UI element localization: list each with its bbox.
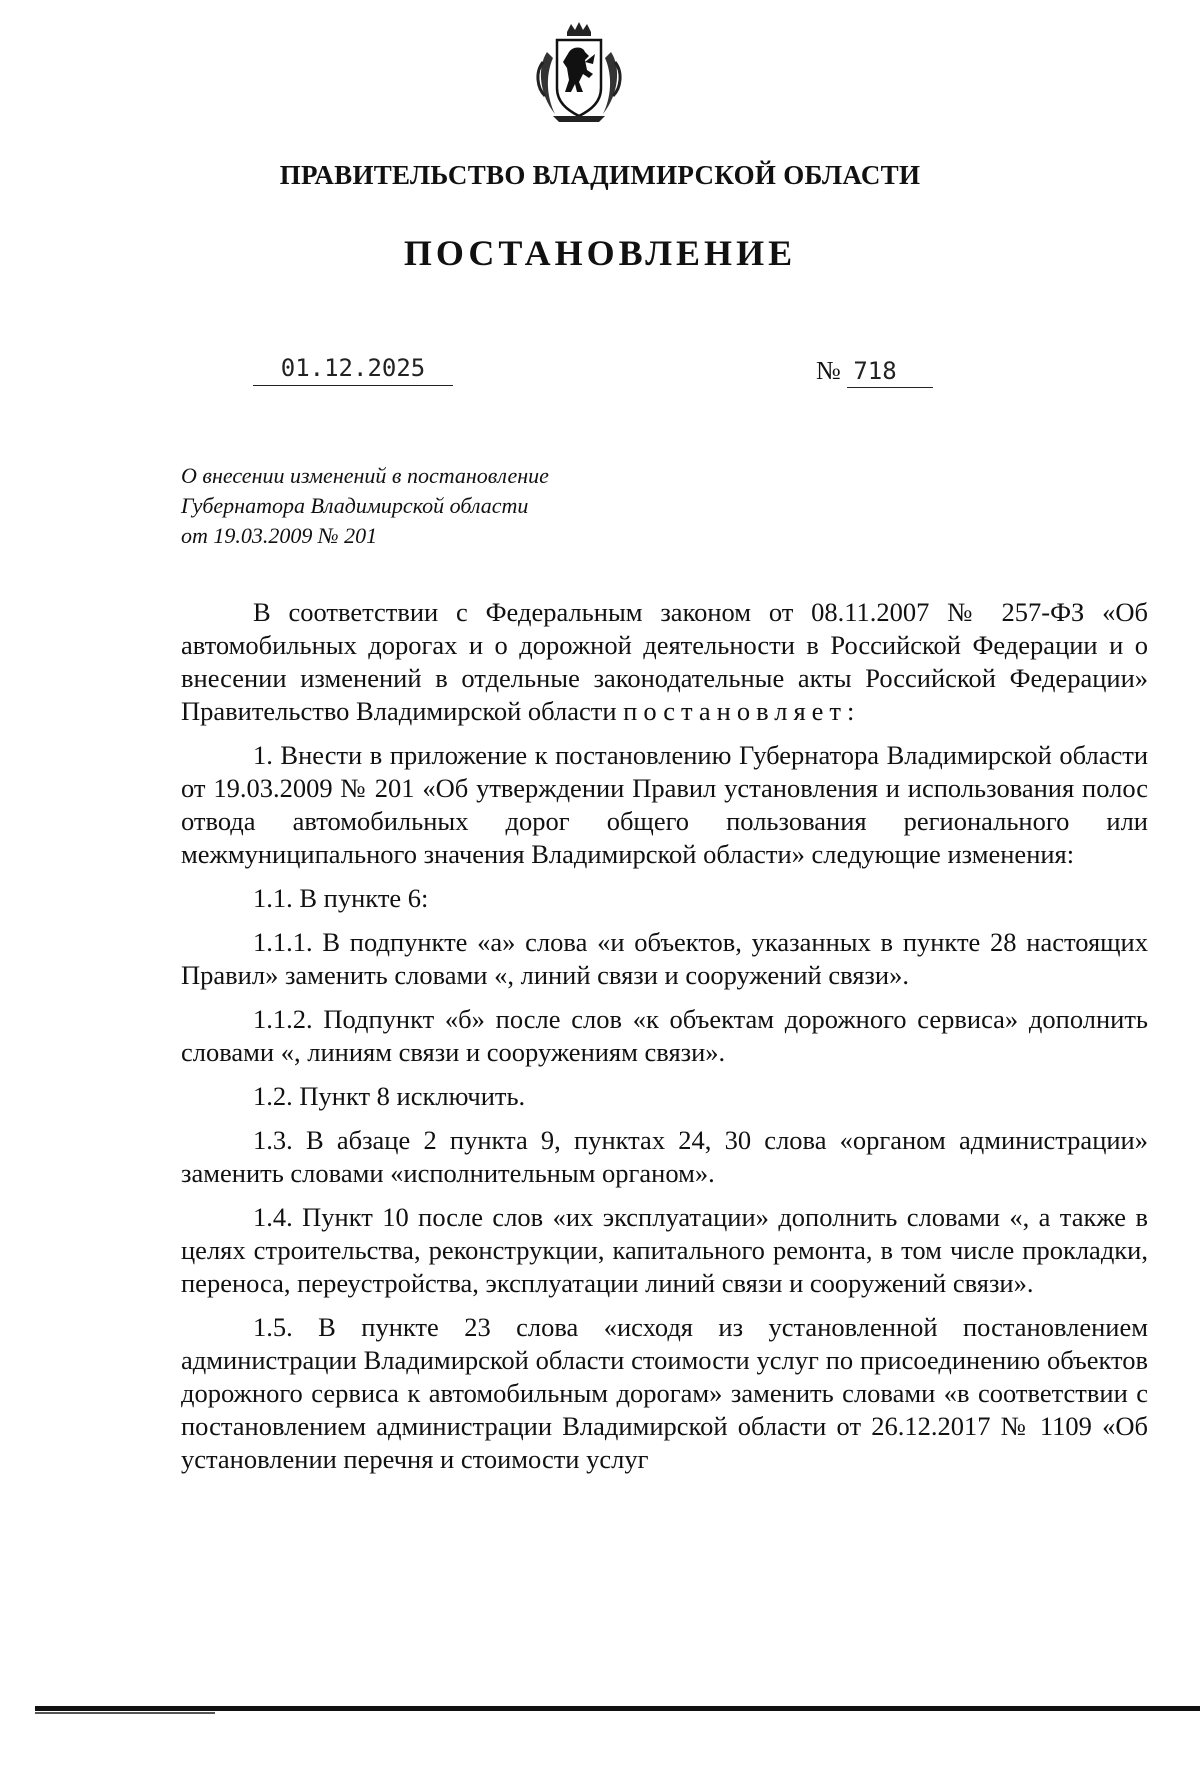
preamble-text: В соответствии с Федеральным законом от 08.11.2007 № 257-ФЗ «Об автомобильных дорогах и о дорожной деятельности в Российской Федерации и о внесении изменений в отдельные законодательные акты Российской Федерации» Правительство Владимирской области <box>181 597 1148 726</box>
decree-word: постановляет: <box>623 696 861 726</box>
clause-1: 1. Внести в приложение к постановлению Губернатора Владимирской области от 19.03.2009 № 201 «Об утверждении Правил установления и использования полос отвода автомобильных дорог общего пользования регионального или межмуниципального значения Владимирской области» следующие изменения: <box>181 740 1148 869</box>
organization-title: ПРАВИТЕЛЬСТВО ВЛАДИМИРСКОЙ ОБЛАСТИ <box>279 160 921 190</box>
page-bottom-divider <box>35 1706 1200 1711</box>
clause-1-1-1: 1.1.1. В подпункте «а» слова «и объектов, указанных в пункте 28 настоящих Правил» заменить словами «, линий связи и сооружений связи». <box>181 927 1148 990</box>
page-bottom-divider-shadow <box>35 1712 215 1714</box>
clause-1-4: 1.4. Пункт 10 после слов «их эксплуатации» дополнить словами «, а также в целях строительства, реконструкции, капитального ремонта, в том числе прокладки, переноса, переустройства, эксплуатации линий связи и сооружений связи». <box>181 1202 1148 1298</box>
number-value: 718 <box>847 357 933 388</box>
clause-1-3: 1.3. В абзаце 2 пункта 9, пунктах 24, 30 слова «органом администрации» заменить словами «исполнительным органом». <box>181 1125 1148 1188</box>
number-sign: № <box>816 356 841 385</box>
subject-line: от 19.03.2009 № 201 <box>181 523 378 548</box>
clause-1-2: 1.2. Пункт 8 исключить. <box>253 1081 526 1111</box>
document-date: 01.12.2025 <box>253 354 453 386</box>
document-subject <box>181 461 641 551</box>
clause-1-1-2: 1.1.2. Подпункт «б» после слов «к объектам дорожного сервиса» дополнить словами «, линиям связи и сооружениям связи». <box>181 1004 1148 1067</box>
clause-1-1: 1.1. В пункте 6: <box>253 883 429 913</box>
preamble-paragraph <box>181 596 1148 728</box>
document-number <box>816 356 933 388</box>
subject-line: О внесении изменений в постановление <box>181 463 549 488</box>
subject-line: Губернатора Владимирской области <box>181 493 529 518</box>
document-type-title: ПОСТАНОВЛЕНИЕ <box>403 233 797 273</box>
document-body <box>181 596 1148 1487</box>
coat-of-arms-icon <box>533 22 625 126</box>
clause-1-5: 1.5. В пункте 23 слова «исходя из установленной постановлением администрации Владимирской области стоимости услуг по присоединению объектов дорожного сервиса к автомобильным дорогам» заменить словами «в соответствии с постановлением администрации Владимирской области от 26.12.2017 № 1109 «Об установлении перечня и стоимости услуг <box>181 1312 1148 1474</box>
